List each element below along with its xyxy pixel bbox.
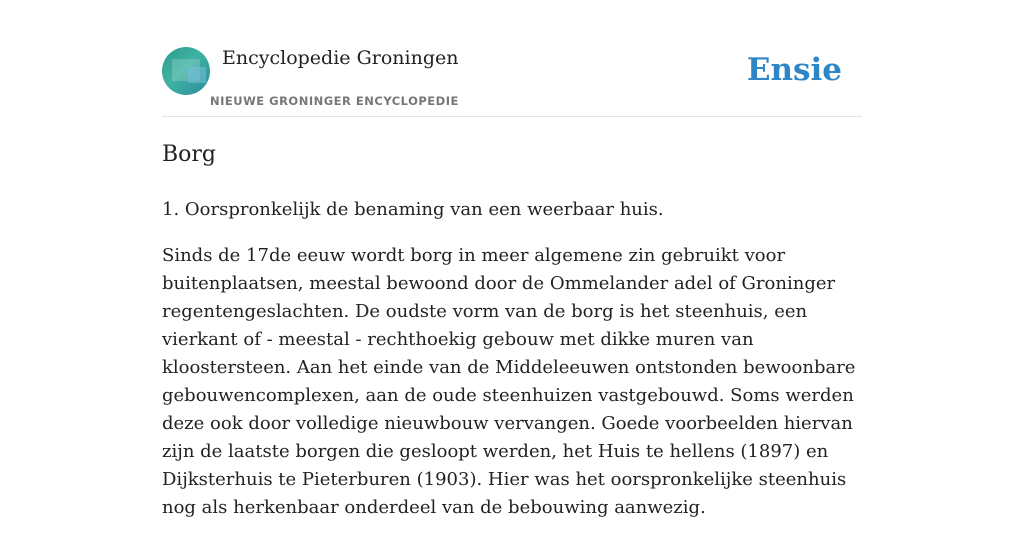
brand-logo[interactable]: Ensie (746, 52, 842, 88)
site-subtitle: NIEUWE GRONINGER ENCYCLOPEDIE (210, 94, 459, 108)
site-title[interactable]: Encyclopedie Groningen (222, 47, 459, 69)
site-header (162, 46, 862, 117)
article-paragraph-2: Sinds de 17de eeuw wordt borg in meer algemene zin gebruikt voor buitenplaatsen, meestal bewoond door de Ommelander adel of Groninger regentengeslachten. De oudste vorm van de borg is het steenhuis, een vierkant of - meestal - rechthoekig gebouw met dikke muren van kloostersteen. Aan het einde van de Middeleeuwen ontstonden bewoonbare gebouwencomplexen, aan de oude steenhuizen vastgebouwd. Soms werden deze ook door volledige nieuwbouw vervangen. Goede voorbeelden hiervan zijn de laatste borgen die gesloopt werden, het Huis te hellens (1897) en Dijksterhuis te Pieterburen (1903). Hier was het oorspronkelijke steenhuis nog als herkenbaar onderdeel van de bebouwing aanwezig. (162, 245, 856, 518)
article (162, 140, 862, 540)
article-paragraph-1: 1. Oorspronkelijk de benaming van een weerbaar huis. (162, 199, 664, 220)
logo-detail-2 (188, 67, 206, 83)
page-title: Borg (162, 142, 217, 167)
site-logo-icon[interactable] (162, 47, 210, 95)
